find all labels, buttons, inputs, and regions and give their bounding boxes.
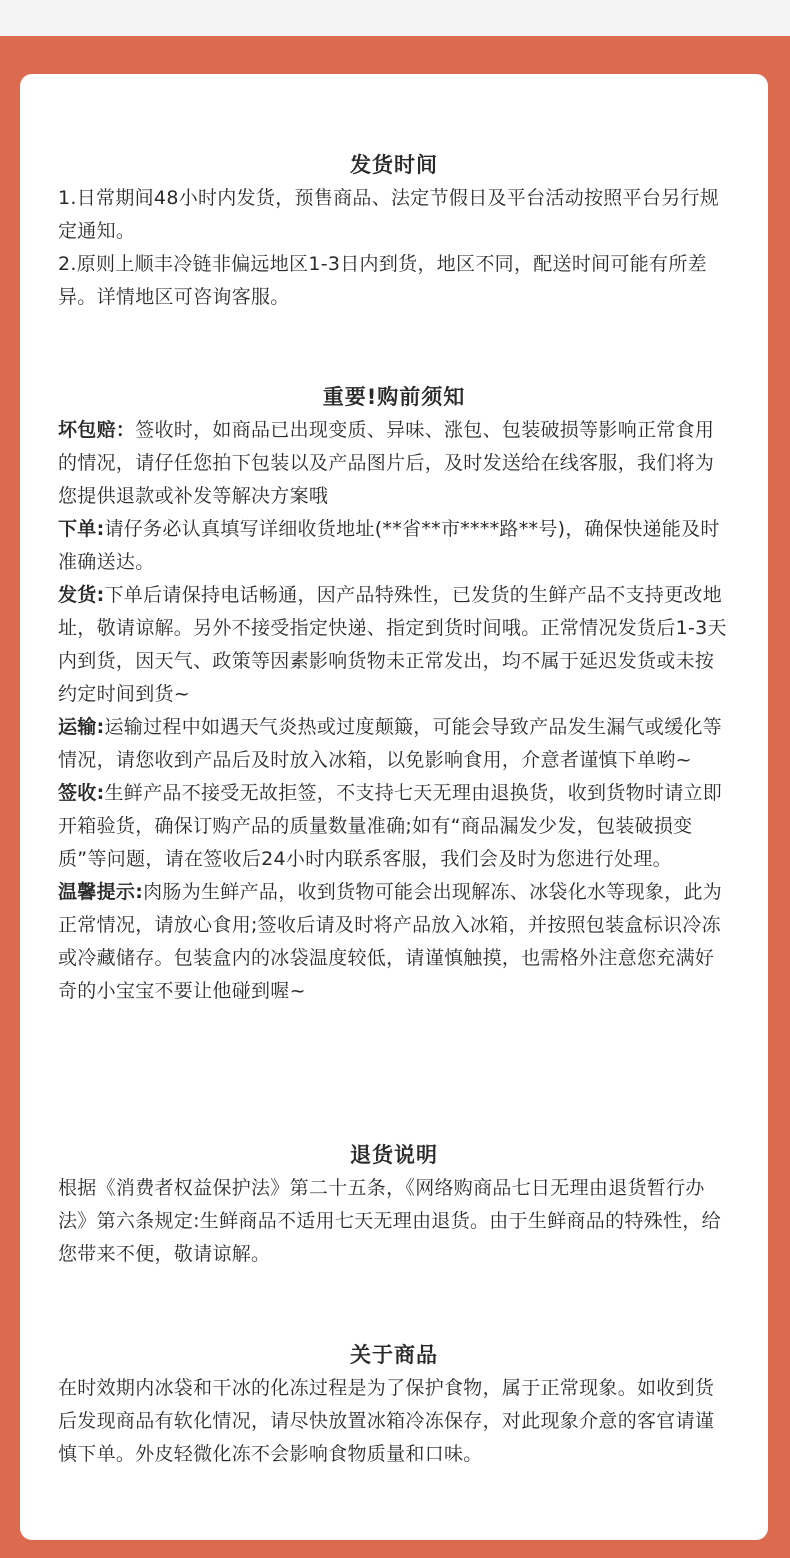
shipping-item: 1.日常期间48小时内发货，预售商品、法定节假日及平台活动按照平台另行规定通知。: [58, 187, 720, 242]
top-strip: [0, 0, 790, 36]
notice-item-signing: [58, 777, 730, 876]
notice-section: [20, 382, 768, 1008]
section-title-return: 退货说明: [350, 1143, 438, 1167]
section-title-shipping: 发货时间: [350, 153, 438, 177]
notice-text: 运输过程中如遇天气炎热或过度颠簸，可能会导致产品发生漏气或缓化等情况，请您收到产品后及时放入冰箱，以免影响食用，介意者谨慎下单哟~: [58, 716, 723, 771]
notice-label: 发货:: [58, 584, 105, 606]
notice-text: 生鲜产品不接受无故拒签，不支持七天无理由退换货，收到货物时请立即开箱验货，确保订购产品的质量数量准确;如有“商品漏发少发，包装破损变质”等问题，请在签收后24小时内联系客服，我们会及时为您进行处理。: [58, 782, 723, 870]
notice-label: 下单:: [58, 518, 105, 540]
section-title-product: 关于商品: [350, 1343, 438, 1367]
notice-text: 签收时，如商品已出现变质、异味、涨包、包装破损等影响正常食用的情况，请仔任您拍下包装以及产品图片后，及时发送给在线客服，我们将为您提供退款或补发等解决方案哦: [58, 419, 715, 507]
notice-text: 肉肠为生鲜产品，收到货物可能会出现解冻、冰袋化水等现象，此为正常情况，请放心食用;签收后请及时将产品放入冰箱，并按照包装盒标识冷冻或冷藏储存。包装盒内的冰袋温度较低，请谨慎触摸，也需格外注意您充满好奇的小宝宝不要让他碰到喔~: [58, 881, 723, 1002]
notice-item-delivery: [58, 579, 730, 711]
product-body: [58, 1372, 730, 1471]
notice-label: 签收:: [58, 782, 105, 804]
notice-label: 温馨提示:: [58, 881, 144, 903]
notice-text: 下单后请保持电话畅通，因产品特殊性，已发货的生鲜产品不支持更改地址，敬请谅解。另外不接受指定快递、指定到货时间哦。正常情况发货后1-3天内到货，因天气、政策等因素影响货物未正常发出，均不属于延迟发货或未按约定时间到货~: [58, 584, 727, 705]
notice-item-tips: [58, 876, 730, 1008]
notice-item-damage: [58, 414, 730, 513]
notice-item-order: [58, 513, 730, 579]
return-body: [58, 1172, 730, 1271]
notice-label: 运输:: [58, 716, 105, 738]
product-text: 在时效期内冰袋和干冰的化冻过程是为了保护食物，属于正常现象。如收到货后发现商品有软化情况，请尽快放置冰箱冷冻保存，对此现象介意的客官请谨慎下单。外皮轻微化冻不会影响食物质量和口味。: [58, 1377, 715, 1465]
section-title-notice: 重要!购前须知: [322, 385, 466, 409]
return-section: [20, 1140, 768, 1271]
shipping-section: [20, 150, 768, 314]
notice-label: 坏包赔：: [58, 419, 136, 441]
notice-text: 请仔务必认真填写详细收货地址(**省**市****路**号)，确保快递能及时准确送达。: [58, 518, 720, 573]
shipping-body: [58, 182, 730, 314]
product-section: [20, 1340, 768, 1471]
notice-body: [58, 414, 730, 1008]
shipping-item: 2.原则上顺丰冷链非偏远地区1-3日内到货，地区不同，配送时间可能有所差异。详情地区可咨询客服。: [58, 253, 707, 308]
notice-item-transport: [58, 711, 730, 777]
info-card: [20, 74, 768, 1540]
return-text: 根据《消费者权益保护法》第二十五条，《网络购商品七日无理由退货暂行办法》第六条规定:生鲜商品不适用七天无理由退货。由于生鲜商品的特殊性，给您带来不便，敬请谅解。: [58, 1177, 721, 1265]
